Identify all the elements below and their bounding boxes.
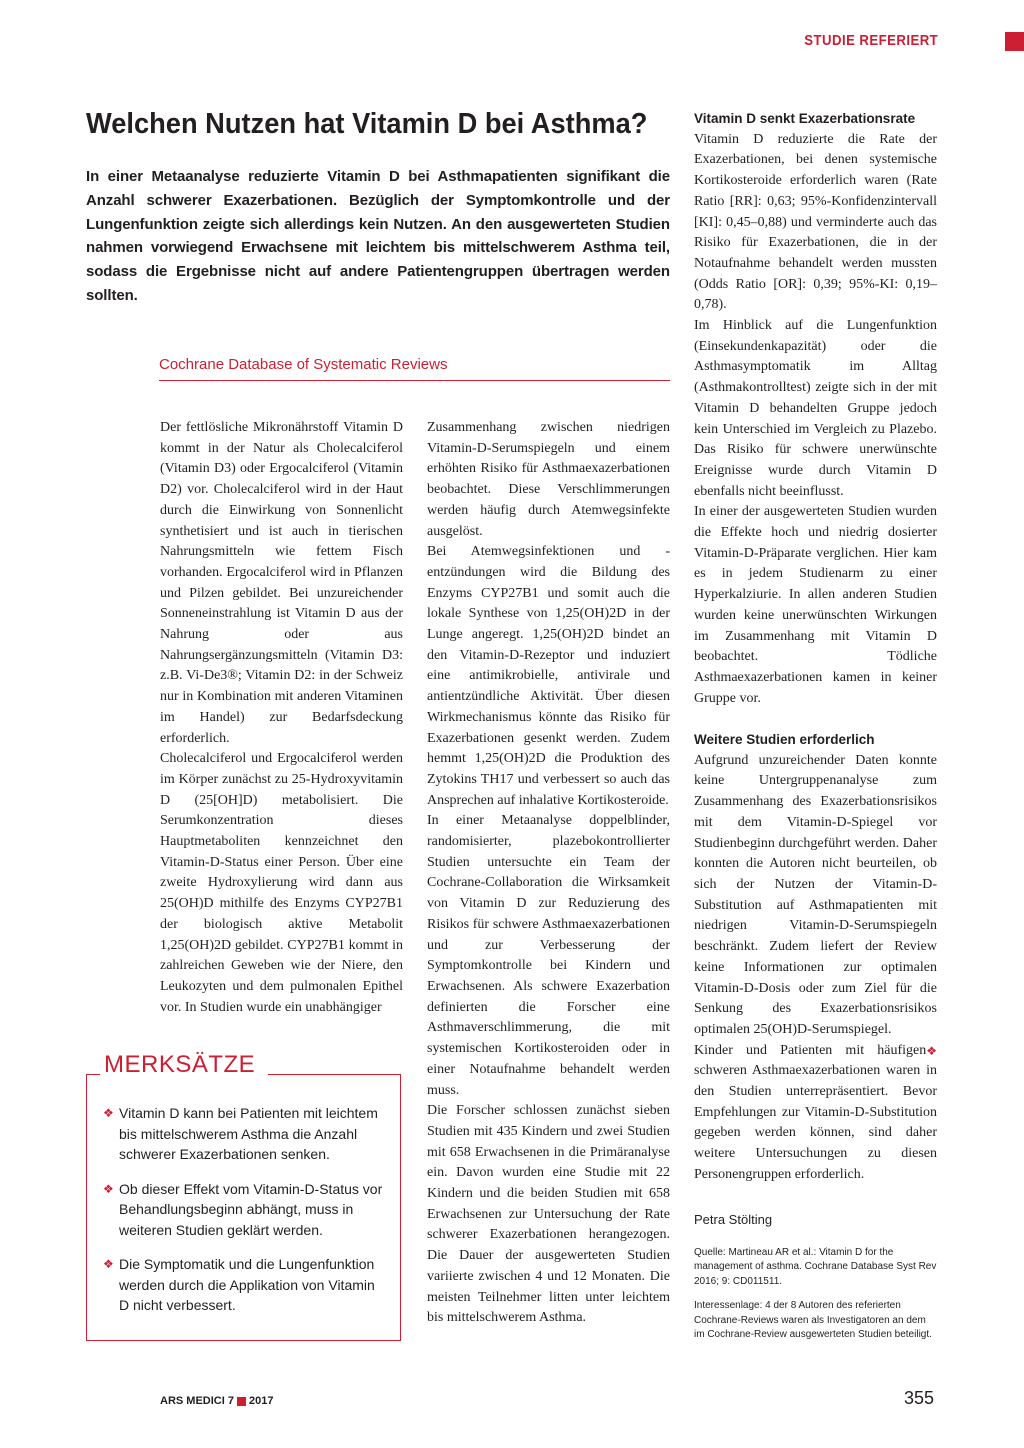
section-marker-square [1005, 32, 1024, 51]
body-column-2 [427, 418, 670, 1329]
article-title: Welchen Nutzen hat Vitamin D bei Asthma? [86, 108, 648, 140]
body-paragraph: Im Hinblick auf die Lungenfunktion (Einsekundenkapazität) oder die Asthmasymptomatik im Alltag (Asthmakontrolltest) zeigte sich in der mit Vitamin D behandelten Gruppe jedoch kein Unterschied im Vergleich zu Plazebo. Das Risiko für schwere unerwünschte Ereignisse wurde durch Vitamin D ebenfalls nicht beeinflusst. [694, 318, 937, 499]
body-column-1 [160, 418, 403, 1018]
source-citation: Quelle: Martineau AR et al.: Vitamin D for the management of asthma. Cochrane Database Syst Rev 2016; 9: CD011511. [694, 1246, 937, 1287]
body-paragraph: Cholecalciferol und Ergocalciferol werden im Körper zunächst zu 25-Hydroxyvitamin D (25[OH]D) metabolisiert. Die Serumkonzentration dieses Hauptmetaboliten kennzeichnet den Vitamin-D-Status einer Person. Über eine zweite Hydroxylierung wird dann aus 25(OH)D mithilfe des Enzyms CYP27B1 der biologisch aktive Metabolit 1,25(OH)2D gebildet. CYP27B1 kommt in zahlreichen Geweben wie der Niere, den Leukozyten und dem pulmonalen Epithel vor. In Studien wurde ein unabhängiger [160, 751, 403, 1015]
author-name: Petra Stölting [694, 1211, 773, 1227]
subheading-exazerbationsrate: Vitamin D senkt Exazerbationsrate [694, 111, 916, 126]
merksaetze-list [103, 1103, 385, 1330]
body-paragraph: Aufgrund unzureichender Daten konnte keine Untergruppenanalyse zum Zusammenhang des Exazerbationsrisikos mit dem Vitamin-D-Spiegel vor Studienbeginn durchgeführt werden. Daher konnten die Autoren nicht beurteilen, ob sich der Nutzen der Vitamin-D-Substitution auf Asthmapatienten mit niedrigen Vitamin-D-Serumspiegeln beschränkt. Zudem liefert der Review keine Informationen zur optimalen Vitamin-D-Dosis oder zum Ziel für die Senkung des Exazerbationsrisikos optimalen 25(OH)D-Serumspiegel. [694, 752, 937, 1037]
diamond-bullet-icon: ❖ [103, 1106, 114, 1120]
body-paragraph: ❖ Kinder und Patienten mit häufigen schweren Asthmaexazerbationen waren in den Studien unterrepräsentiert. Bevor Empfehlungen zur Vitamin-D-Substitution gegeben werden können, sind daher weitere Untersuchungen zu diesen Personengruppen erforderlich. [694, 1042, 937, 1182]
merksaetze-border-top-right [268, 1074, 400, 1075]
merksaetze-item: ❖ Die Symptomatik und die Lungenfunktion werden durch die Applikation von Vitamin D nicht verbessert. [103, 1256, 375, 1313]
body-paragraph: Der fettlösliche Mikronährstoff Vitamin D kommt in der Natur als Cholecalciferol (Vitamin D3) oder Ergocalciferol (Vitamin D2) vor. Cholecalciferol wird in der Haut durch die Einwirkung von Sonnenlicht synthetisiert und ist auch in tierischen Nahrungsmitteln wie fettem Fisch vorhanden. Ergocalciferol wird in Pflanzen und Pilzen gebildet. Bei unzureichender Sonneneinstrahlung ist Vitamin D aus der Nahrung oder aus Nahrungsergänzungsmitteln (Vitamin D3: z.B. Vi-De3®; Vitamin D2: in der Schweiz nur in Kombination mit anderen Vitaminen im Handel) zur Bedarfsdeckung erforderlich. [160, 420, 403, 746]
footer-journal [160, 1395, 273, 1407]
source-divider [159, 380, 670, 381]
merksaetze-item: ❖ Vitamin D kann bei Patienten mit leichtem bis mittelschwerem Asthma die Anzahl schwerer Exazerbationen senken. [103, 1105, 378, 1162]
journal-year: 2017 [248, 1395, 274, 1407]
article-lead: In einer Metaanalyse reduzierte Vitamin D bei Asthmapatienten signifikant die Anzahl schwerer Exazerbationen. Bezüglich der Symptomkontrolle und der Lungenfunktion zeigte sich allerdings kein Nutzen. An den ausgewerteten Studien nahmen vorwiegend Erwachsene mit leichtem bis mittelschwerem Asthma teil, sodass die Ergebnisse nicht auf andere Patientengruppen übertragen werden sollten. [86, 168, 670, 304]
merksaetze-border-top-left [86, 1074, 100, 1075]
end-mark-icon: ❖ [926, 1043, 937, 1058]
section-label: STUDIE REFERIERT [804, 32, 938, 49]
page-number: 355 [904, 1388, 935, 1408]
body-column-3 [694, 109, 937, 1343]
body-paragraph: Die Forscher schlossen zunächst sieben Studien mit 435 Kindern und zwei Studien mit 658 Erwachsenen in die Primäranalyse ein. Davon wurden eine Studie mit 22 Kindern und die beiden Studien mit 658 Erwachsenen zur Untersuchung der Rate schwerer Exazerbationen herangezogen. Die Dauer der ausgewerteten Studien variierte zwischen 4 und 12 Monaten. Die meisten Teilnehmer litten unter leichtem bis mittelschwerem Asthma. [427, 1103, 670, 1326]
diamond-bullet-icon: ❖ [103, 1257, 114, 1271]
journal-name: ARS MEDICI 7 [160, 1395, 234, 1407]
body-paragraph: Vitamin D reduzierte die Rate der Exazerbationen, bei denen systemische Kortikosteroide erforderlich waren (Rate Ratio [RR]: 0,63; 95%-Konfidenzintervall [KI]: 0,45–0,88) und verminderte auch das Risiko für Exazerbationen, die in der Notaufnahme behandelt werden mussten (Odds Ratio [OR]: 0,39; 95%-KI: 0,19–0,78). [694, 131, 937, 313]
footer-marker-square [237, 1397, 246, 1406]
body-paragraph: In einer der ausgewerteten Studien wurden die Effekte hoch und niedrig dosierter Vitamin-D-Präparate verglichen. Hier kam es in jedem Studienarm zu einer Hyperkalziurie. In allen anderen Studien wurden keine unerwünschten Wirkungen im Zusammenhang mit Vitamin D beobachtet. Tödliche Asthmaexazerbationen kamen in keiner Gruppe vor. [694, 504, 937, 706]
conflict-of-interest-note: Interessenlage: 4 der 8 Autoren des referierten Cochrane-Reviews waren als Investigatoren an dem im Cochrane-Review ausgewerteten Studien beteiligt. [694, 1300, 932, 1341]
merksaetze-item: ❖ Ob dieser Effekt vom Vitamin-D-Status vor Behandlungsbeginn abhängt, muss in weiteren Studien geklärt werden. [103, 1180, 383, 1238]
subheading-weitere-studien: Weitere Studien erforderlich [694, 732, 875, 748]
diamond-bullet-icon: ❖ [103, 1181, 114, 1196]
body-paragraph: In einer Metaanalyse doppelblinder, randomisierter, plazebokontrollierter Studien untersuchte ein Team der Cochrane-Collaboration die Wirksamkeit von Vitamin D zur Reduzierung des Risikos für schwere Asthmaexazerbationen und zur Verbesserung der Symptomkontrolle bei Kindern und Erwachsenen. Als schwere Exazerbation definierten die Forscher eine Asthmaverschlimmerung, die mit systemischen Kortikosteroiden oder in einer Notaufnahme behandelt werden muss. [427, 813, 670, 1098]
body-paragraph: Bei Atemwegsinfektionen und -entzündungen wird die Bildung des Enzyms CYP27B1 und somit auch die lokale Synthese von 1,25(OH)2D in der Lunge angeregt. 1,25(OH)2D bindet an den Vitamin-D-Rezeptor und induziert eine antimikrobielle, antivirale und antientzündliche Aktivität. Über diesen Wirkmechanismus könnte das Risiko für Exazerbationen gesenkt werden. Zudem hemmt 1,25(OH)2D die Produktion des Zytokins TH17 und verbessert so auch das Ansprechen auf inhalative Kortikosteroide. [427, 544, 670, 808]
merksaetze-title: MERKSÄTZE [104, 1051, 256, 1078]
article-source: Cochrane Database of Systematic Reviews [159, 356, 448, 373]
body-paragraph: Zusammenhang zwischen niedrigen Vitamin-D-Serumspiegeln und einem erhöhten Risiko für Asthmaexazerbationen beobachtet. Diese Verschlimmerungen werden häufig durch Atemwegsinfekte ausgelöst. [427, 420, 670, 539]
